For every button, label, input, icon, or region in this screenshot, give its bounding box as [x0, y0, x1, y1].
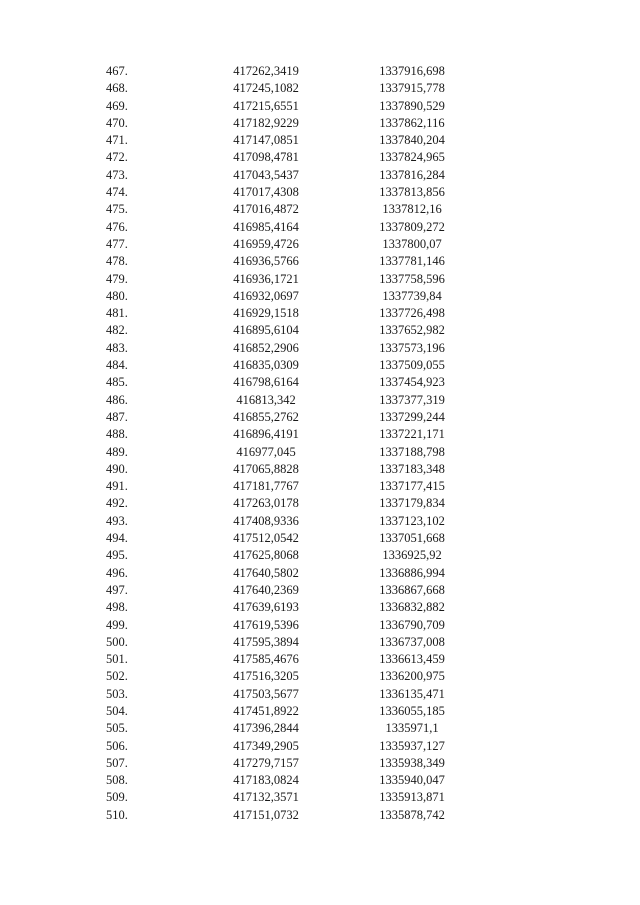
- point-number: 486.: [106, 392, 128, 407]
- y-coordinate: 1337183,348: [379, 461, 445, 476]
- table-row: [0, 115, 640, 132]
- x-coordinate: 417349,2905: [233, 738, 299, 753]
- point-number: 497.: [106, 582, 128, 597]
- table-row: [0, 80, 640, 97]
- y-coordinate: 1337862,116: [379, 115, 445, 130]
- y-coordinate: 1336832,882: [379, 600, 445, 615]
- x-coordinate: 417215,6551: [233, 98, 299, 113]
- x-coordinate: 416936,1721: [233, 271, 299, 286]
- point-number: 485.: [106, 375, 128, 390]
- y-coordinate: 1337840,204: [379, 133, 445, 148]
- point-number: 483.: [106, 340, 128, 355]
- x-coordinate: 416929,1518: [233, 306, 299, 321]
- point-number: 487.: [106, 409, 128, 424]
- x-coordinate: 417182,9229: [233, 115, 299, 130]
- x-coordinate: 417595,3894: [233, 634, 299, 649]
- table-row: [0, 201, 640, 218]
- y-coordinate: 1336737,008: [379, 634, 445, 649]
- y-coordinate: 1335913,871: [379, 790, 445, 805]
- x-coordinate: 416936,5766: [233, 254, 299, 269]
- x-coordinate: 416985,4164: [233, 219, 299, 234]
- point-number: 504.: [106, 703, 128, 718]
- y-coordinate: 1337809,272: [379, 219, 445, 234]
- y-coordinate: 1337221,171: [379, 427, 445, 442]
- point-number: 494.: [106, 531, 128, 546]
- table-row: [0, 340, 640, 357]
- x-coordinate: 417619,5396: [233, 617, 299, 632]
- y-coordinate: 1337824,965: [379, 150, 445, 165]
- x-coordinate: 417451,8922: [233, 703, 299, 718]
- table-row: [0, 668, 640, 685]
- table-row: [0, 98, 640, 115]
- table-row: [0, 392, 640, 409]
- x-coordinate: 416959,4726: [233, 236, 299, 251]
- table-row: [0, 288, 640, 305]
- x-coordinate: 417640,5802: [233, 565, 299, 580]
- x-coordinate: 417181,7767: [233, 479, 299, 494]
- point-number: 503.: [106, 686, 128, 701]
- point-number: 509.: [106, 790, 128, 805]
- y-coordinate: 1335971,1: [385, 721, 439, 736]
- point-number: 495.: [106, 548, 128, 563]
- x-coordinate: 417512,0542: [233, 531, 299, 546]
- point-number: 490.: [106, 461, 128, 476]
- point-number: 482.: [106, 323, 128, 338]
- y-coordinate: 1337188,798: [379, 444, 445, 459]
- y-coordinate: 1336867,668: [379, 582, 445, 597]
- point-number: 499.: [106, 617, 128, 632]
- point-number: 470.: [106, 115, 128, 130]
- table-row: [0, 720, 640, 737]
- point-number: 479.: [106, 271, 128, 286]
- y-coordinate: 1337916,698: [379, 64, 445, 78]
- y-coordinate: 1336135,471: [379, 686, 445, 701]
- table-row: [0, 253, 640, 270]
- y-coordinate: 1337726,498: [379, 306, 445, 321]
- y-coordinate: 1337179,834: [379, 496, 445, 511]
- table-row: [0, 755, 640, 772]
- table-row: [0, 374, 640, 391]
- point-number: 484.: [106, 358, 128, 373]
- point-number: 467.: [106, 64, 128, 78]
- table-row: [0, 772, 640, 789]
- point-number: 507.: [106, 755, 128, 770]
- x-coordinate: 416932,0697: [233, 288, 299, 303]
- point-number: 471.: [106, 133, 128, 148]
- y-coordinate: 1337177,415: [379, 479, 445, 494]
- x-coordinate: 417503,5677: [233, 686, 299, 701]
- y-coordinate: 1337652,982: [379, 323, 445, 338]
- table-row: [0, 478, 640, 495]
- table-row: [0, 219, 640, 236]
- x-coordinate: 416977,045: [236, 444, 296, 459]
- y-coordinate: 1337812,16: [382, 202, 442, 217]
- x-coordinate: 416895,6104: [233, 323, 299, 338]
- table-row: [0, 461, 640, 478]
- table-row: [0, 495, 640, 512]
- x-coordinate: 417132,3571: [233, 790, 299, 805]
- table-row: [0, 184, 640, 201]
- x-coordinate: 417065,8828: [233, 461, 299, 476]
- table-row: [0, 305, 640, 322]
- table-row: [0, 530, 640, 547]
- y-coordinate: 1337051,668: [379, 531, 445, 546]
- y-coordinate: 1336200,975: [379, 669, 445, 684]
- point-number: 508.: [106, 773, 128, 788]
- table-row: [0, 132, 640, 149]
- x-coordinate: 417017,4308: [233, 185, 299, 200]
- x-coordinate: 417245,1082: [233, 81, 299, 96]
- point-number: 481.: [106, 306, 128, 321]
- x-coordinate: 417151,0732: [233, 807, 299, 822]
- y-coordinate: 1335878,742: [379, 807, 445, 822]
- x-coordinate: 416855,2762: [233, 409, 299, 424]
- x-coordinate: 417183,0824: [233, 773, 299, 788]
- point-number: 498.: [106, 600, 128, 615]
- table-row: [0, 426, 640, 443]
- point-number: 502.: [106, 669, 128, 684]
- y-coordinate: 1337573,196: [379, 340, 445, 355]
- point-number: 500.: [106, 634, 128, 649]
- point-number: 476.: [106, 219, 128, 234]
- table-row: [0, 617, 640, 634]
- table-row: [0, 547, 640, 564]
- x-coordinate: 417625,8068: [233, 548, 299, 563]
- point-number: 506.: [106, 738, 128, 753]
- y-coordinate: 1336790,709: [379, 617, 445, 632]
- y-coordinate: 1336886,994: [379, 565, 445, 580]
- y-coordinate: 1337123,102: [379, 513, 445, 528]
- point-number: 474.: [106, 185, 128, 200]
- y-coordinate: 1337816,284: [379, 167, 445, 182]
- y-coordinate: 1337800,07: [382, 236, 442, 251]
- table-row: [0, 513, 640, 530]
- point-number: 469.: [106, 98, 128, 113]
- x-coordinate: 417516,3205: [233, 669, 299, 684]
- y-coordinate: 1337781,146: [379, 254, 445, 269]
- x-coordinate: 417640,2369: [233, 582, 299, 597]
- y-coordinate: 1337915,778: [379, 81, 445, 96]
- coordinate-table: [0, 63, 640, 824]
- y-coordinate: 1337509,055: [379, 358, 445, 373]
- table-row: [0, 409, 640, 426]
- table-row: [0, 807, 640, 824]
- y-coordinate: 1337739,84: [382, 288, 442, 303]
- point-number: 505.: [106, 721, 128, 736]
- table-row: [0, 789, 640, 806]
- y-coordinate: 1337813,856: [379, 185, 445, 200]
- x-coordinate: 417016,4872: [233, 202, 299, 217]
- table-row: [0, 444, 640, 461]
- point-number: 496.: [106, 565, 128, 580]
- y-coordinate: 1337299,244: [379, 409, 445, 424]
- table-row: [0, 167, 640, 184]
- x-coordinate: 416852,2906: [233, 340, 299, 355]
- x-coordinate: 417043,5437: [233, 167, 299, 182]
- table-row: [0, 236, 640, 253]
- point-number: 478.: [106, 254, 128, 269]
- x-coordinate: 417263,0178: [233, 496, 299, 511]
- point-number: 501.: [106, 652, 128, 667]
- point-number: 472.: [106, 150, 128, 165]
- point-number: 491.: [106, 479, 128, 494]
- y-coordinate: 1336925,92: [382, 548, 442, 563]
- y-coordinate: 1336613,459: [379, 652, 445, 667]
- y-coordinate: 1336055,185: [379, 703, 445, 718]
- y-coordinate: 1335938,349: [379, 755, 445, 770]
- y-coordinate: 1335940,047: [379, 773, 445, 788]
- table-row: [0, 271, 640, 288]
- point-number: 489.: [106, 444, 128, 459]
- x-coordinate: 416813,342: [236, 392, 296, 407]
- point-number: 492.: [106, 496, 128, 511]
- x-coordinate: 416835,0309: [233, 358, 299, 373]
- x-coordinate: 417147,0851: [233, 133, 299, 148]
- x-coordinate: 416798,6164: [233, 375, 299, 390]
- table-row: [0, 738, 640, 755]
- x-coordinate: 417585,4676: [233, 652, 299, 667]
- table-row: [0, 357, 640, 374]
- x-coordinate: 416896,4191: [233, 427, 299, 442]
- table-row: [0, 634, 640, 651]
- y-coordinate: 1337758,596: [379, 271, 445, 286]
- point-number: 480.: [106, 288, 128, 303]
- y-coordinate: 1337454,923: [379, 375, 445, 390]
- point-number: 510.: [106, 807, 128, 822]
- table-row: [0, 686, 640, 703]
- table-row: [0, 63, 640, 80]
- y-coordinate: 1335937,127: [379, 738, 445, 753]
- y-coordinate: 1337377,319: [379, 392, 445, 407]
- table-row: [0, 651, 640, 668]
- table-row: [0, 322, 640, 339]
- x-coordinate: 417279,7157: [233, 755, 299, 770]
- point-number: 475.: [106, 202, 128, 217]
- point-number: 468.: [106, 81, 128, 96]
- table-row: [0, 149, 640, 166]
- x-coordinate: 417408,9336: [233, 513, 299, 528]
- x-coordinate: 417639,6193: [233, 600, 299, 615]
- table-row: [0, 703, 640, 720]
- table-row: [0, 599, 640, 616]
- x-coordinate: 417396,2844: [233, 721, 299, 736]
- point-number: 473.: [106, 167, 128, 182]
- table-row: [0, 582, 640, 599]
- y-coordinate: 1337890,529: [379, 98, 445, 113]
- point-number: 488.: [106, 427, 128, 442]
- point-number: 493.: [106, 513, 128, 528]
- x-coordinate: 417098,4781: [233, 150, 299, 165]
- x-coordinate: 417262,3419: [233, 64, 299, 78]
- point-number: 477.: [106, 236, 128, 251]
- table-row: [0, 565, 640, 582]
